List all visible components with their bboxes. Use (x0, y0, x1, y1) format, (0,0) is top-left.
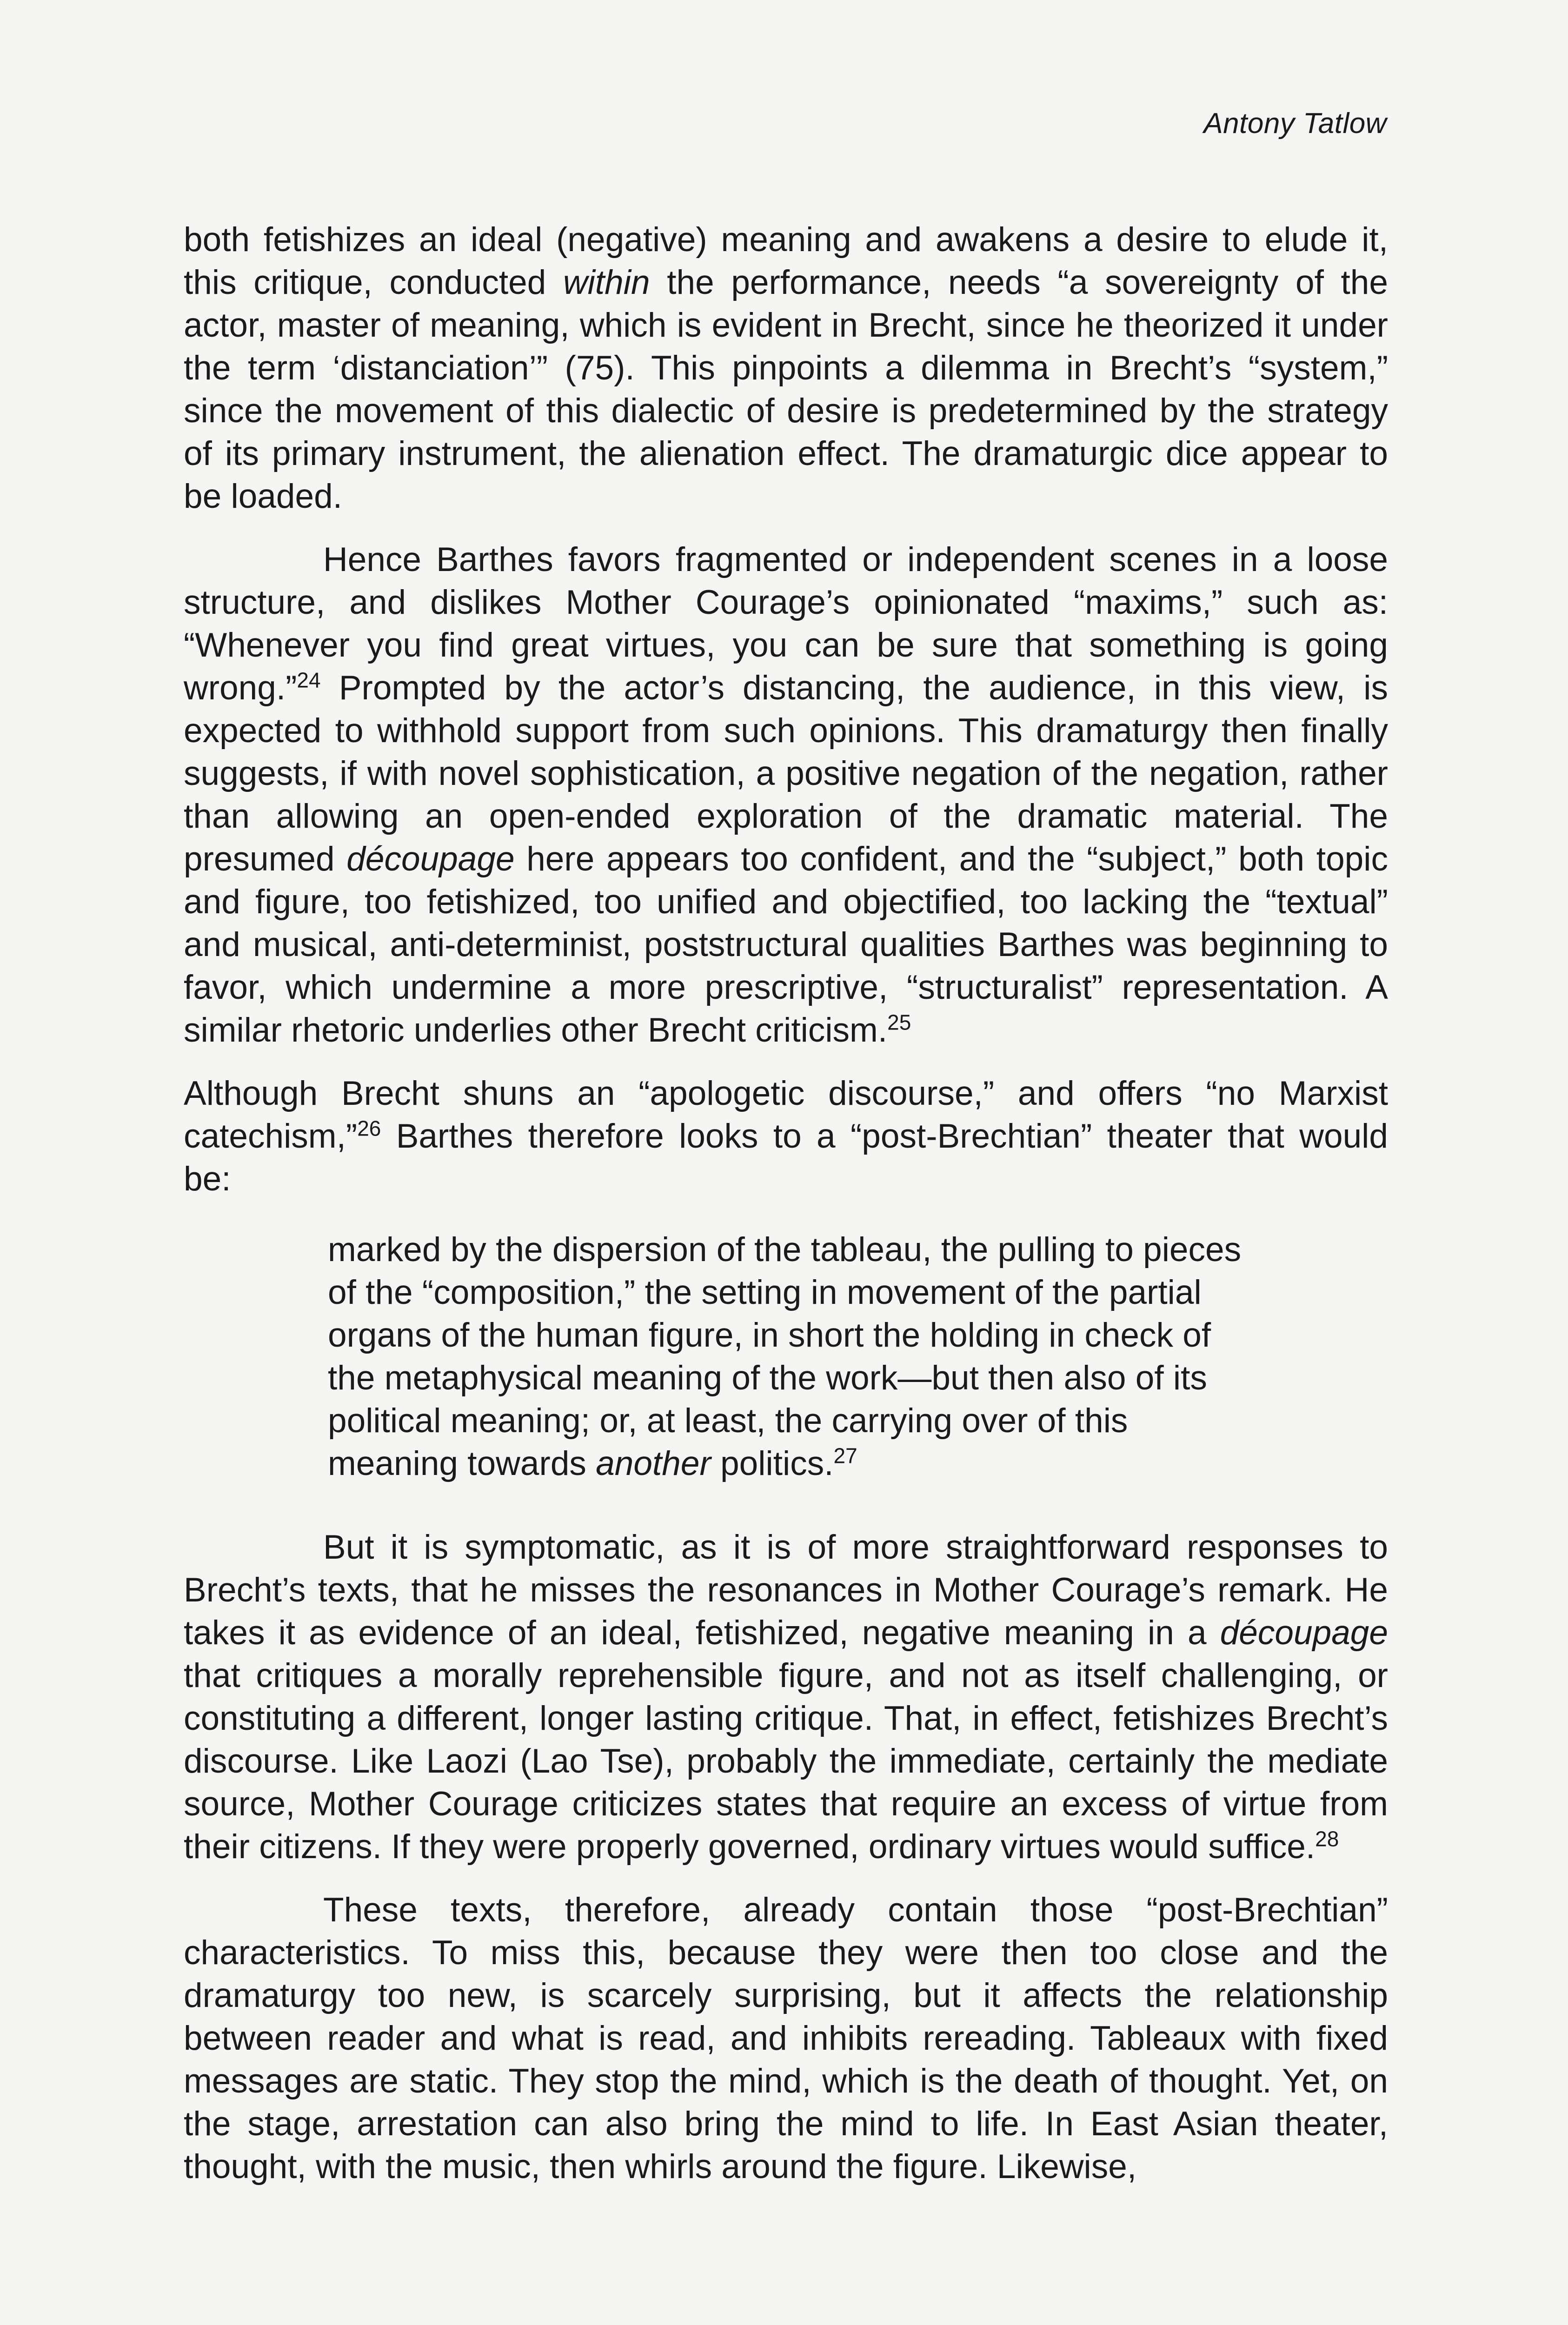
paragraph-5: These texts, therefore, already contain those “post-Brechtian” characteristics. To miss this, because they were then too close and the dramaturgy too new, is scarcely surprising, but it affects the relationship between reader and what is read, and inhibits rereading. Tableaux with fixed messages are static. They stop the mind, which is the death of thought. Yet, on the stage, arrestation can also bring the mind to life. In East Asian theater, thought, with the music, then whirls around the figure. Likewise, (184, 1891, 1388, 2186)
paragraph-2: Hence Barthes favors fragmented or independent scenes in a loose structure, and dislikes Mother Courage’s opinionated “maxims,” such as: “Whenever you find great virtues, you can be sure that something is going wrong.”$^{24}$ Prompted by the actor’s distancing, the audience, in this view, is expected to withhold support from such opinions. This dramaturgy then finally suggests, if with novel sophistication, a positive negation of the negation, rather than allowing an open-ended exploration of the dramatic material. The presumed découpage here appears too confident, and the “subject,” both topic and figure, too fetishized, too unified and objectified, too lacking the “textual” and musical, anti-determinist, poststructural qualities Barthes was beginning to favor, which undermine a more prescriptive, “structuralist” representation. A similar rhetoric underlies other Brecht criticism.$^{25}$ (184, 541, 1388, 1049)
footnote-ref-24[interactable]: 24 (297, 668, 321, 692)
paragraph-3: Although Brecht shuns an “apologetic discourse,” and offers “no Marxist catechism,”$^{26}$ Barthes therefore looks to a “post-Brechtian” theater that would be: (184, 1075, 1388, 1198)
emphasis-within: within (563, 264, 650, 301)
footnote-ref-27[interactable]: 27 (833, 1443, 857, 1468)
block-quotation: marked by the dispersion of the tableau, the pulling to pieces of the “composition,” the setting in movement of the partial organs of the human figure, in short the holding in check of the metaphysical meaning of the work—but then also of its political meaning; or, at least, the carrying over of this meaning towards another politics.$^{27}$ (328, 1231, 1242, 1482)
footnote-ref-28[interactable]: 28 (1315, 1827, 1339, 1851)
paragraph-1: both fetishizes an ideal (negative) meaning and awakens a desire to elude it, this critique, conducted within the performance, needs “a sovereignty of the actor, master of meaning, which is evident in Brecht, since he theorized it under the term ‘distanciation’” (75). This pinpoints a dilemma in Brecht’s “system,” since the movement of this dialectic of desire is predetermined by the strategy of its primary instrument, the alienation effect. The dramaturgic dice appear to be loaded. (184, 221, 1388, 515)
footnote-ref-26[interactable]: 26 (357, 1116, 381, 1141)
paragraph-4: But it is symptomatic, as it is of more straightforward responses to Brecht’s texts, that he misses the resonances in Mother Courage’s remark. He takes it as evidence of an ideal, fetishized, negative meaning in a découpage that critiques a morally reprehensible figure, and not as itself challenging, or constituting a different, longer lasting critique. That, in effect, fetishizes Brecht’s discourse. Like Laozi (Lao Tse), probably the immediate, certainly the mediate source, Mother Courage criticizes states that require an excess of virtue from their citizens. If they were properly governed, ordinary virtues would suffice.$^{28}$ (184, 1528, 1388, 1866)
emphasis-decoupage-2: découpage (1220, 1614, 1388, 1652)
running-header-author: Antony Tatlow (1203, 107, 1387, 140)
body-text (184, 219, 1388, 2209)
emphasis-another: another (596, 1445, 711, 1482)
emphasis-decoupage: découpage (346, 840, 515, 878)
footnote-ref-25[interactable]: 25 (887, 1010, 911, 1035)
